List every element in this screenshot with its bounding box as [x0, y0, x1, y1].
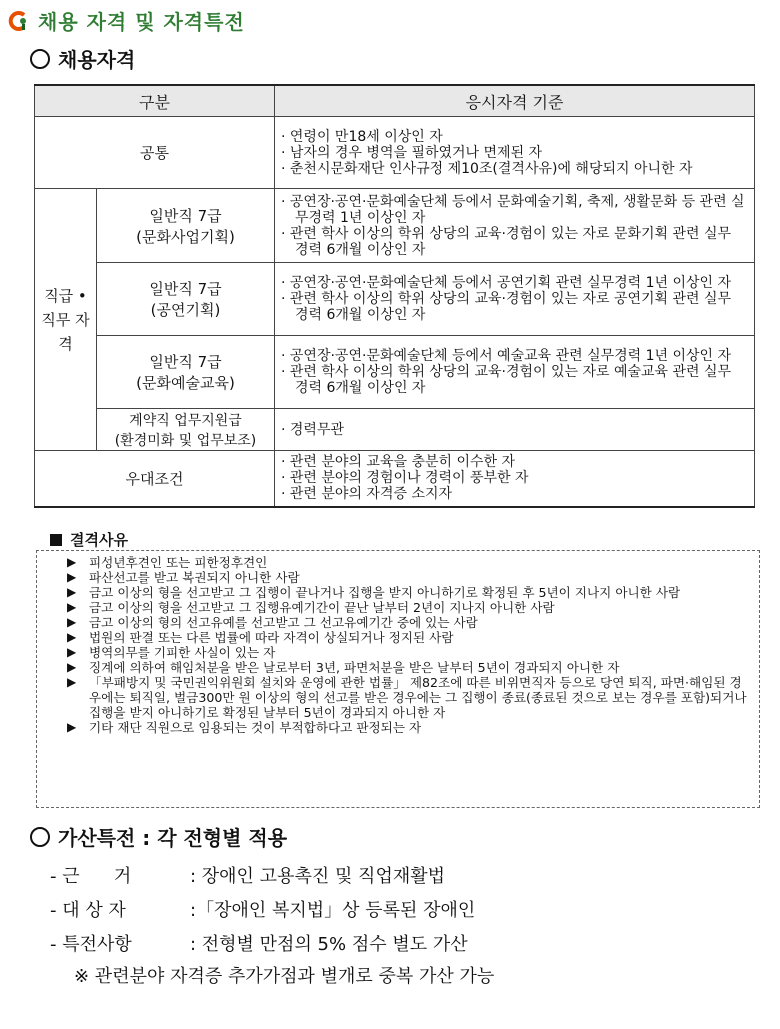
list-item [67, 570, 749, 585]
bonus-line [50, 894, 475, 928]
job-title-cell [97, 189, 275, 263]
circle-bullet-icon [30, 49, 50, 69]
triangle-bullet-icon: ▶ [67, 675, 77, 689]
list-item [67, 615, 749, 630]
list-item [67, 645, 749, 660]
bonus-line-label: - 근 거 [50, 866, 132, 887]
list-item-text: 파산선고를 받고 복권되지 아니한 사람 [89, 570, 300, 585]
job-subtitle: (환경미화 및 업무보조) [114, 432, 257, 449]
job-title-cell [97, 409, 275, 451]
list-item [67, 585, 749, 600]
triangle-bullet-icon: ▶ [67, 600, 77, 614]
bonus-line-value: :「장애인 복지법」상 등록된 장애인 [190, 900, 476, 921]
list-item-text: 병역의무를 기피한 사실이 있는 자 [89, 645, 276, 660]
list-item: · 남자의 경우 병역을 필하였거나 면제된 자 [281, 145, 748, 161]
list-item: · 관련 학사 이상의 학위 상당의 교육·경험이 있는 자로 문화기획 관련 실무 경력 6개월 이상인 자 [281, 226, 748, 258]
preferred-criteria [275, 451, 755, 507]
job-criteria [275, 189, 755, 263]
preferred-label: 우대조건 [35, 451, 275, 507]
bonus-line-value: : 장애인 고용촉진 및 직업재활법 [190, 866, 445, 887]
triangle-bullet-icon: ▶ [67, 720, 77, 734]
job-criteria [275, 409, 755, 451]
triangle-bullet-icon: ▶ [67, 585, 77, 599]
list-item: · 관련 분야의 교육을 충분히 이수한 자 [281, 454, 748, 470]
qualification-table [34, 84, 755, 508]
list-item-text: 징계에 의하여 해임처분을 받은 날로부터 3년, 파면처분을 받은 날부터 5년이 경과되지 아니한 자 [89, 660, 620, 675]
ribbon-logo-icon [8, 10, 30, 32]
table-row-job [35, 336, 755, 409]
table-row-job [35, 409, 755, 451]
list-item: · 경력무관 [281, 422, 748, 438]
job-title: 계약직 업무지원급 [129, 412, 242, 429]
list-item: · 공연장·공연·문화예술단체 등에서 공연기획 관련 실무경력 1년 이상인 자 [281, 275, 748, 291]
bonus-line-label: - 대 상 자 [50, 900, 126, 921]
bonus-line [50, 928, 475, 962]
list-item: · 관련 분야의 경험이나 경력이 풍부한 자 [281, 470, 748, 486]
disqualification-heading [50, 529, 128, 550]
list-item: · 공연장·공연·문화예술단체 등에서 예술교육 관련 실무경력 1년 이상인 자 [281, 348, 748, 364]
job-title: 일반직 7급 [149, 280, 222, 298]
bonus-line [50, 860, 475, 894]
bonus-heading [30, 822, 287, 851]
bonus-lines [50, 860, 475, 962]
list-item-text: 법원의 판결 또는 다른 법률에 따라 자격이 상실되거나 정지된 사람 [89, 630, 454, 645]
list-item-text: 기타 재단 직원으로 임용되는 것이 부적합하다고 판정되는 자 [89, 720, 422, 735]
list-item [67, 600, 749, 615]
list-item-text: 금고 이상의 형을 선고받고 그 집행이 끝나거나 집행을 받지 아니하기로 확정된 후 5년이 지나지 아니한 사람 [89, 585, 681, 600]
list-item: · 공연장·공연·문화예술단체 등에서 문화예술기획, 축제, 생활문화 등 관련 실무경력 1년 이상인 자 [281, 194, 748, 226]
disqualification-heading-text: 결격사유 [70, 531, 128, 549]
triangle-bullet-icon: ▶ [67, 645, 77, 659]
list-item [67, 630, 749, 645]
section-title: 채용 자격 및 자격특전 [38, 10, 245, 34]
square-bullet-icon [50, 534, 62, 546]
section-header [8, 6, 245, 35]
list-item: · 관련 학사 이상의 학위 상당의 교육·경험이 있는 자로 예술교육 관련 실무 경력 6개월 이상인 자 [281, 364, 748, 396]
triangle-bullet-icon: ▶ [67, 555, 77, 569]
list-item: · 춘천시문화재단 인사규정 제10조(결격사유)에 해당되지 아니한 자 [281, 161, 748, 177]
list-item [67, 720, 749, 735]
table-row-preferred [35, 451, 755, 507]
column-header-category: 구분 [35, 85, 275, 117]
triangle-bullet-icon: ▶ [67, 660, 77, 674]
job-title-cell [97, 263, 275, 336]
common-label: 공통 [35, 117, 275, 189]
job-title: 일반직 7급 [149, 353, 222, 371]
job-criteria [275, 336, 755, 409]
qualifications-heading-text: 채용자격 [58, 48, 136, 72]
common-criteria [275, 117, 755, 189]
job-subtitle: (문화사업기획) [136, 227, 235, 246]
list-item: · 관련 분야의 자격증 소지자 [281, 486, 748, 502]
job-title: 일반직 7급 [149, 206, 222, 225]
list-item: · 관련 학사 이상의 학위 상당의 교육·경험이 있는 자로 공연기획 관련 실무 경력 6개월 이상인 자 [281, 291, 748, 323]
list-item [67, 660, 749, 675]
list-item [67, 675, 749, 720]
list-item-text: 금고 이상의 형을 선고받고 그 집행유예기간이 끝난 날부터 2년이 지나지 아니한 사람 [89, 600, 555, 615]
job-criteria [275, 263, 755, 336]
disqualification-box [36, 550, 760, 808]
triangle-bullet-icon: ▶ [67, 615, 77, 629]
bonus-line-value: : 전형별 만점의 5% 점수 별도 가산 [190, 934, 468, 955]
list-item [67, 555, 749, 570]
bonus-heading-text: 가산특전 : 각 전형별 적용 [58, 826, 288, 850]
triangle-bullet-icon: ▶ [67, 630, 77, 644]
table-row-job [35, 263, 755, 336]
list-item: · 연령이 만18세 이상인 자 [281, 129, 748, 145]
column-header-criteria: 응시자격 기준 [275, 85, 755, 117]
list-item-text: 금고 이상의 형의 선고유예를 선고받고 그 선고유예기간 중에 있는 사람 [89, 615, 478, 630]
table-row-job [35, 189, 755, 263]
table-header-row [35, 85, 755, 117]
job-subtitle: (공연기획) [150, 301, 221, 319]
job-subtitle: (문화예술교육) [136, 374, 235, 392]
group-label: 직급 • 직무 자격 [35, 189, 97, 451]
bonus-note: ※ 관련분야 자격증 추가가점과 별개로 중복 가산 가능 [74, 966, 495, 987]
bonus-line-label: - 특전사항 [50, 934, 132, 955]
qualifications-heading [30, 44, 135, 73]
circle-bullet-icon [30, 827, 50, 847]
list-item-text: 「부패방지 및 국민권익위원회 설치와 운영에 관한 법률」 제82조에 따른 비위면직자 등으로 당연 퇴직, 파면·해임된 경우에는 퇴직일, 벌금300만 원 이상의 형의 선고를 받은 경우에는 그 집행이 종료(종료된 것으로 보는 경우를 포함)되거나 집행을 받지 아니하기로 확정된 날부터 5년이 경과되지 아니한 자 [89, 675, 747, 720]
table-row-common [35, 117, 755, 189]
list-item-text: 피성년후견인 또는 피한정후견인 [89, 555, 268, 570]
job-title-cell [97, 336, 275, 409]
triangle-bullet-icon: ▶ [67, 570, 77, 584]
